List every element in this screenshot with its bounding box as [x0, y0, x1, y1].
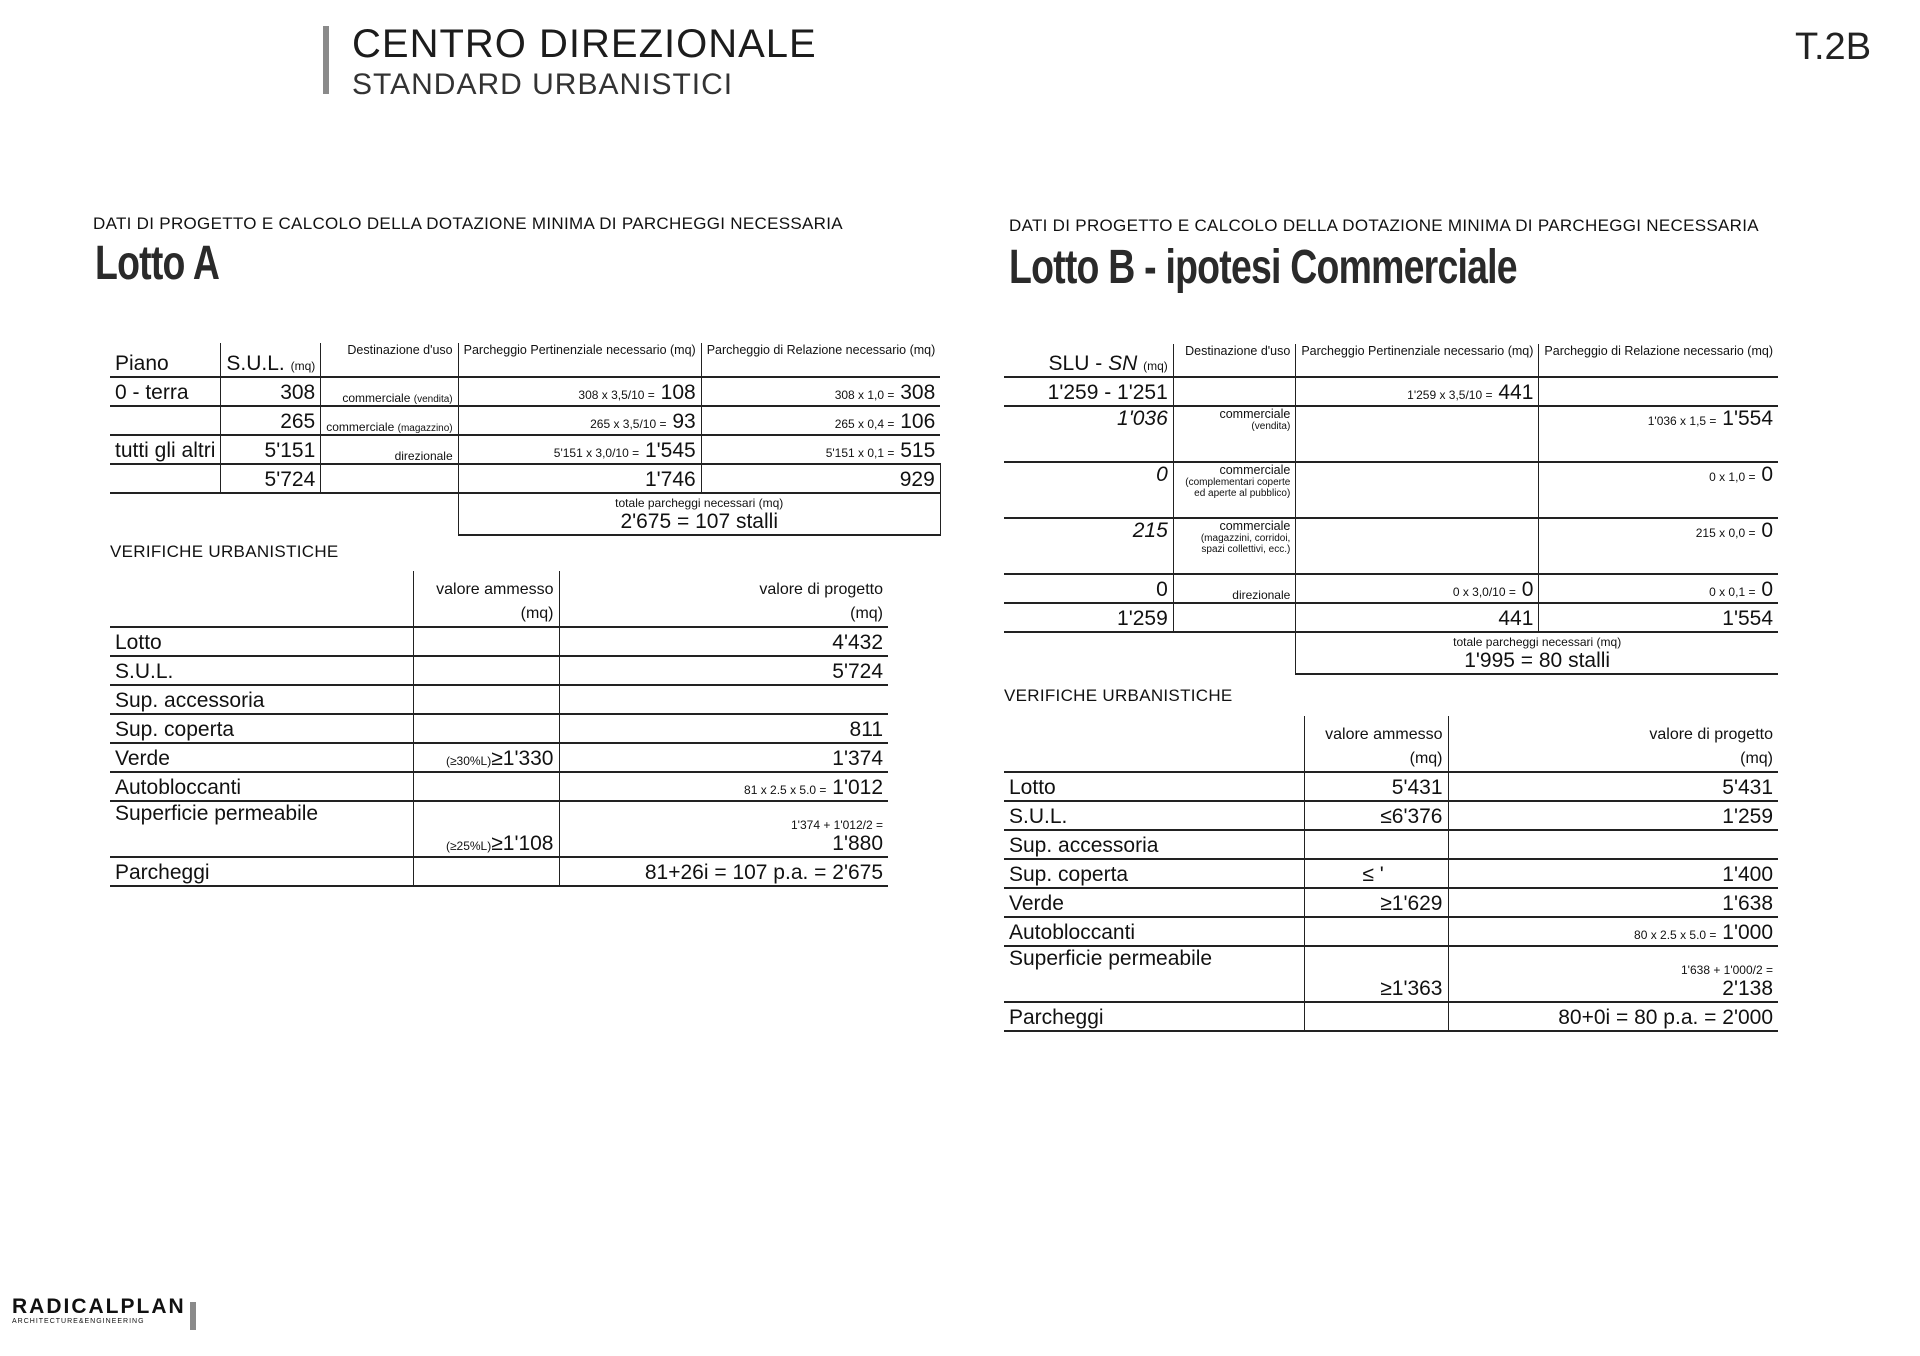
- header-destinazione: Destinazione d'uso: [1173, 344, 1296, 377]
- verifica-ammesso: (≥25%L)≥1'108: [413, 801, 559, 857]
- verifica-progetto: 81+26i = 107 p.a. = 2'675: [559, 857, 888, 886]
- verifica-progetto: 81 x 2.5 x 5.0 = 1'012: [559, 772, 888, 801]
- total-parcheggi: totale parcheggi necessari (mq) 2'675 = 107 stalli: [458, 493, 940, 535]
- lotto-a-title: Lotto A: [95, 237, 220, 290]
- verifica-ammesso: [413, 772, 559, 801]
- verifica-progetto: [559, 685, 888, 714]
- verifica-ammesso: ≥1'363: [1304, 946, 1448, 1002]
- verifica-ammesso: [1304, 830, 1448, 859]
- row-slu: 0: [1004, 462, 1173, 518]
- verifica-label: Superficie permeabile: [1004, 946, 1304, 1002]
- logo-accent-bar: [190, 1302, 196, 1330]
- header-valore-progetto: valore di progetto (mq): [559, 571, 888, 627]
- logo-tagline: ARCHITECTURE&ENGINEERING: [12, 1318, 145, 1325]
- logo-name: RADICALPLAN: [12, 1295, 186, 1318]
- verifica-label: Verde: [110, 743, 413, 772]
- verifica-label: Sup. coperta: [1004, 859, 1304, 888]
- verifica-ammesso: [413, 656, 559, 685]
- verifica-ammesso: 5'431: [1304, 772, 1448, 801]
- row-destinazione: commerciale (vendita): [321, 377, 458, 406]
- total-slu: 1'259: [1004, 603, 1173, 632]
- verifica-label: Lotto: [110, 627, 413, 656]
- row-relazione: 1'036 x 1,5 = 1'554: [1539, 406, 1778, 462]
- row-destinazione: direzionale: [321, 435, 458, 464]
- verifica-progetto: 5'724: [559, 656, 888, 685]
- verifica-progetto: 1'374 + 1'012/2 = 1'880: [559, 801, 888, 857]
- row-slu: 1'036: [1004, 406, 1173, 462]
- title-accent-bar: [323, 26, 329, 94]
- row-sul: 5'151: [221, 435, 321, 464]
- row-destinazione: commerciale (magazzini, corridoi, spazi collettivi, ecc.): [1173, 518, 1296, 574]
- verifica-label: Verde: [1004, 888, 1304, 917]
- row-pertinenziale: 265 x 3,5/10 = 93: [458, 406, 701, 435]
- row-sul: 308: [221, 377, 321, 406]
- verifica-label: Sup. accessoria: [110, 685, 413, 714]
- verifica-progetto: [1448, 830, 1778, 859]
- verifica-label: Parcheggi: [1004, 1002, 1304, 1031]
- verifica-label: Sup. coperta: [110, 714, 413, 743]
- total-pertinenziale: 1'746: [458, 464, 701, 493]
- row-piano: [110, 406, 221, 435]
- lotto-b-intro: DATI DI PROGETTO E CALCOLO DELLA DOTAZIONE MINIMA DI PARCHEGGI NECESSARIA: [1009, 216, 1759, 235]
- row-relazione: 308 x 1,0 = 308: [701, 377, 940, 406]
- verifica-ammesso: ≤6'376: [1304, 801, 1448, 830]
- row-relazione: 0 x 1,0 = 0: [1539, 462, 1778, 518]
- verifica-progetto: 1'638: [1448, 888, 1778, 917]
- row-pertinenziale: 5'151 x 3,0/10 = 1'545: [458, 435, 701, 464]
- row-relazione: 0 x 0,1 = 0: [1539, 574, 1778, 603]
- header-piano: Piano: [110, 343, 221, 377]
- document-title: CENTRO DIREZIONALE: [352, 22, 817, 66]
- row-destinazione: direzionale: [1173, 574, 1296, 603]
- row-pertinenziale: 0 x 3,0/10 = 0: [1296, 574, 1539, 603]
- lotto-b-title: Lotto B - ipotesi Commerciale: [1009, 241, 1517, 294]
- header-pertinenziale: Parcheggio Pertinenziale necessario (mq): [458, 343, 701, 377]
- header-relazione: Parcheggio di Relazione necessario (mq): [1539, 344, 1778, 377]
- verifica-progetto: 811: [559, 714, 888, 743]
- total-sul: 5'724: [221, 464, 321, 493]
- verifica-ammesso: [413, 685, 559, 714]
- row-slu: 0: [1004, 574, 1173, 603]
- header-valore-ammesso: valore ammesso (mq): [413, 571, 559, 627]
- lotto-a-intro: DATI DI PROGETTO E CALCOLO DELLA DOTAZIONE MINIMA DI PARCHEGGI NECESSARIA: [93, 214, 843, 233]
- header-destinazione: Destinazione d'uso: [321, 343, 458, 377]
- verifica-ammesso: [413, 714, 559, 743]
- verifica-progetto: 4'432: [559, 627, 888, 656]
- verifica-label: S.U.L.: [1004, 801, 1304, 830]
- row-destinazione: commerciale (magazzino): [321, 406, 458, 435]
- verifica-ammesso: (≥30%L)≥1'330: [413, 743, 559, 772]
- row-destinazione: commerciale (vendita): [1173, 406, 1296, 462]
- total-relazione: 1'554: [1539, 603, 1778, 632]
- verifica-ammesso: ≤ ': [1304, 859, 1448, 888]
- row-pertinenziale: 1'259 x 3,5/10 = 441: [1296, 377, 1539, 406]
- row-slu: 1'259 - 1'251: [1004, 377, 1173, 406]
- header-valore-progetto: valore di progetto (mq): [1448, 716, 1778, 772]
- row-relazione: 5'151 x 0,1 = 515: [701, 435, 940, 464]
- lotto-a-calc-table: [110, 343, 941, 536]
- verifica-ammesso: ≥1'629: [1304, 888, 1448, 917]
- verifica-progetto: 80+0i = 80 p.a. = 2'000: [1448, 1002, 1778, 1031]
- lotto-a-verifiche-title: VERIFICHE URBANISTICHE: [110, 542, 339, 561]
- header-pertinenziale: Parcheggio Pertinenziale necessario (mq): [1296, 344, 1539, 377]
- row-piano: tutti gli altri: [110, 435, 221, 464]
- row-slu: 215: [1004, 518, 1173, 574]
- verifica-progetto: 80 x 2.5 x 5.0 = 1'000: [1448, 917, 1778, 946]
- verifica-label: Autobloccanti: [110, 772, 413, 801]
- verifica-label: Autobloccanti: [1004, 917, 1304, 946]
- company-logo: [12, 1295, 186, 1330]
- row-relazione: 215 x 0,0 = 0: [1539, 518, 1778, 574]
- header-slu: SLU - SN (mq): [1004, 344, 1173, 377]
- total-pertinenziale: 441: [1296, 603, 1539, 632]
- row-destinazione: commerciale (complementari coperte ed aperte al pubblico): [1173, 462, 1296, 518]
- row-relazione: 265 x 0,4 = 106: [701, 406, 940, 435]
- verifica-label: Sup. accessoria: [1004, 830, 1304, 859]
- row-piano: 0 - terra: [110, 377, 221, 406]
- verifica-progetto: 1'400: [1448, 859, 1778, 888]
- verifica-label: Parcheggi: [110, 857, 413, 886]
- verifica-progetto: 5'431: [1448, 772, 1778, 801]
- verifica-progetto: 1'259: [1448, 801, 1778, 830]
- lotto-a-verifiche-table: [110, 571, 888, 887]
- header-valore-ammesso: valore ammesso (mq): [1304, 716, 1448, 772]
- verifica-label: Superficie permeabile: [110, 801, 413, 857]
- lotto-b-verifiche-title: VERIFICHE URBANISTICHE: [1004, 686, 1233, 705]
- row-pertinenziale: 308 x 3,5/10 = 108: [458, 377, 701, 406]
- lotto-b-verifiche-table: [1004, 716, 1778, 1032]
- verifica-ammesso: [413, 627, 559, 656]
- lotto-b-calc-table: [1004, 344, 1778, 675]
- page-code: T.2B: [1795, 26, 1872, 68]
- total-relazione: 929: [701, 464, 940, 493]
- document-subtitle: STANDARD URBANISTICI: [352, 68, 734, 101]
- header-sul: S.U.L. (mq): [221, 343, 321, 377]
- verifica-label: S.U.L.: [110, 656, 413, 685]
- header-relazione: Parcheggio di Relazione necessario (mq): [701, 343, 940, 377]
- verifica-progetto: 1'374: [559, 743, 888, 772]
- total-parcheggi: totale parcheggi necessari (mq) 1'995 = 80 stalli: [1296, 632, 1778, 674]
- verifica-label: Lotto: [1004, 772, 1304, 801]
- verifica-progetto: 1'638 + 1'000/2 = 2'138: [1448, 946, 1778, 1002]
- verifica-ammesso: [1304, 917, 1448, 946]
- row-sul: 265: [221, 406, 321, 435]
